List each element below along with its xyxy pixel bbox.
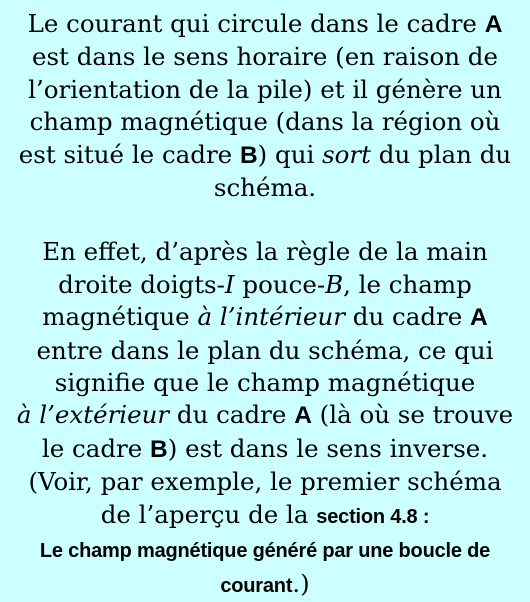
variable-b: B bbox=[325, 269, 344, 299]
text-segment: Le courant qui circule dans le cadre bbox=[27, 9, 485, 38]
paragraph-right-hand-rule bbox=[12, 236, 518, 601]
text-segment: du cadre bbox=[344, 302, 471, 332]
emphasis-exterieur: à l’extérieur bbox=[16, 400, 170, 430]
frame-a-label: A bbox=[294, 402, 312, 430]
text-segment: , le champ magnétique bbox=[42, 269, 472, 332]
text-segment: du cadre bbox=[169, 400, 295, 430]
variable-i: I bbox=[224, 269, 235, 299]
text-segment: pouce- bbox=[234, 269, 326, 299]
frame-a-label: A bbox=[470, 304, 488, 332]
text-segment: entre dans le plan du schéma, ce qui signifie que le champ magnétique bbox=[36, 335, 494, 398]
text-segment: (là où se trouve le cadre bbox=[41, 400, 514, 463]
text-segment: En effet, d’après la règle de la main droite doigts- bbox=[42, 237, 488, 299]
emphasis-interieur: à l’intérieur bbox=[197, 302, 345, 332]
section-reference: section 4.8 : bbox=[316, 505, 430, 528]
text-segment: ) est dans le sens inverse. (Voir, par exemple, le premier schéma de l’aperçu de la bbox=[28, 433, 502, 529]
text-segment: du plan du schéma. bbox=[213, 139, 512, 203]
text-segment: ) qui bbox=[257, 139, 323, 169]
section-title: Le champ magnétique généré par une boucle de courant bbox=[39, 540, 491, 597]
text-segment: .) bbox=[292, 568, 310, 598]
emphasis-sort: sort bbox=[322, 139, 371, 169]
frame-b-label: B bbox=[239, 141, 258, 169]
text-segment: est dans le sens horaire (en raison de l’orientation de la pile) et il génère un champ magnétique (dans la région où est situé le cadre bbox=[18, 42, 502, 169]
frame-b-label: B bbox=[150, 435, 168, 463]
paragraph-current-direction bbox=[12, 8, 518, 204]
frame-a-label: A bbox=[484, 11, 503, 38]
